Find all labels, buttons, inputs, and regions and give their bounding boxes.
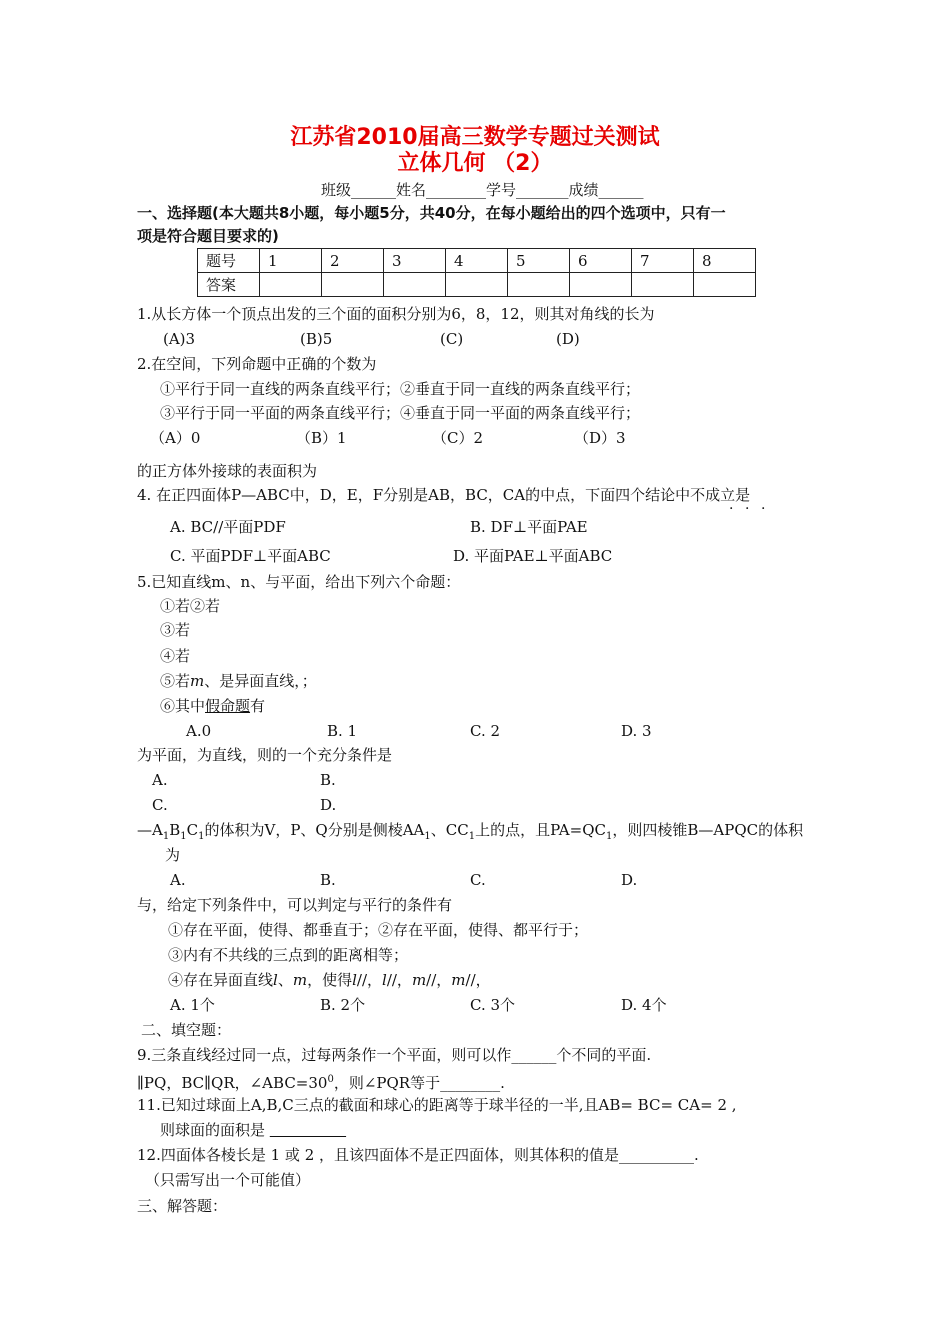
q5-option-d: D. 3 <box>621 722 652 740</box>
text: 上的点，且PA=QC <box>475 821 606 839</box>
subscript: 1 <box>468 831 476 842</box>
q8-option-d: D. 4个 <box>621 996 667 1014</box>
question-9: 9.三条直线经过同一点，过每两条作一个平面，则可以作______个不同的平面. <box>137 1046 652 1064</box>
q7-option-b: B. <box>320 871 336 889</box>
answer-cell[interactable] <box>508 273 570 297</box>
answer-cell[interactable] <box>570 273 632 297</box>
answer-cell[interactable] <box>632 273 694 297</box>
q4-option-c: C. 平面PDF⊥平面ABC <box>170 547 331 565</box>
table-cell: 5 <box>508 249 570 273</box>
question-11-cont <box>160 1120 346 1140</box>
section-1-heading: 一、选择题(本大题共8小题，每小题5分，共40分，在每小题给出的四个选项中，只有一 <box>137 204 726 222</box>
q5-option-c: C. 2 <box>470 722 501 740</box>
q8-option-c: C. 3个 <box>470 996 516 1014</box>
q5-statement-4: ④若 <box>160 647 191 665</box>
text: 的体积为V，P、Q分别是侧棱AA <box>204 821 425 839</box>
question-2-stem: 2.在空间，下列命题中正确的个数为 <box>137 355 377 373</box>
text: ，则∠PQR等于________. <box>333 1074 505 1092</box>
table-cell: 3 <box>384 249 446 273</box>
table-cell: 4 <box>446 249 508 273</box>
q1-option-a: (A)3 <box>163 330 196 348</box>
answer-cell[interactable] <box>322 273 384 297</box>
text: //， <box>386 971 412 989</box>
section-3-heading: 三、解答题： <box>137 1197 228 1215</box>
q2-option-c: （C）2 <box>432 429 484 447</box>
text: //， <box>465 971 491 989</box>
q2-option-a: （A）0 <box>150 429 201 447</box>
q4-option-d: D. 平面PAE⊥平面ABC <box>453 547 613 565</box>
answer-cell[interactable] <box>260 273 322 297</box>
text: ④存在异面直线 <box>168 971 274 989</box>
answer-blank[interactable] <box>270 1121 346 1139</box>
q5-statement-3: ③若 <box>160 621 191 639</box>
subscript: 1 <box>180 831 187 842</box>
text: ∥PQ，BC∥QR，∠ABC=30 <box>137 1074 328 1092</box>
answer-table-answer-row <box>198 273 756 297</box>
table-cell: 题号 <box>198 249 260 273</box>
var-m: m <box>411 971 427 989</box>
var-l: l <box>382 971 387 989</box>
q5-statement-6 <box>160 696 265 716</box>
text: —A <box>137 821 163 839</box>
emphasis-dot: · <box>761 501 766 517</box>
question-1-stem: 1.从长方体一个顶点出发的三个面的面积分别为6，8，12，则其对角线的长为 <box>137 305 655 323</box>
q6-option-d: D. <box>320 796 337 814</box>
q5-option-a: A.0 <box>186 722 212 740</box>
question-12-note: （只需写出一个可能值） <box>145 1171 311 1189</box>
q5-statement-1-2: ①若②若 <box>160 597 221 615</box>
q6-option-b: B. <box>320 771 336 789</box>
text: 则球面的面积是 <box>160 1121 270 1139</box>
q7-option-a: A. <box>170 871 186 889</box>
text: ⑥其中 <box>160 697 206 715</box>
text: B <box>169 821 181 839</box>
q5-statement-5 <box>160 671 317 691</box>
q1-option-b: (B)5 <box>300 330 333 348</box>
table-cell: 2 <box>322 249 384 273</box>
q4-option-a: A. BC//平面PDF <box>170 518 286 536</box>
section-1-heading-cont: 项是符合题目要求的) <box>137 227 279 245</box>
var-m: m <box>292 971 308 989</box>
text: ，则四棱锥B—APQC的体积 <box>612 821 804 839</box>
var-l: l <box>352 971 357 989</box>
q7-option-c: C. <box>470 871 486 889</box>
q1-option-c: (C) <box>440 330 464 348</box>
q8-option-b: B. 2个 <box>320 996 366 1014</box>
question-12: 12.四面体各棱长是 1 或 2 ，且该四面体不是正四面体，则其体积的值是__________. <box>137 1146 699 1164</box>
text: 有 <box>250 697 266 715</box>
answer-table <box>197 248 756 297</box>
q7-option-d: D. <box>621 871 638 889</box>
q8-condition-3: ③内有不共线的三点到的距离相等； <box>168 946 409 964</box>
table-cell: 1 <box>260 249 322 273</box>
question-7-stem <box>137 820 803 847</box>
var-m: m <box>190 672 205 690</box>
table-cell: 8 <box>694 249 756 273</box>
q8-condition-1-2: ①存在平面，使得、都垂直于；②存在平面，使得、都平行于； <box>168 921 589 939</box>
table-cell: 答案 <box>198 273 260 297</box>
subscript: 1 <box>162 831 170 842</box>
text: 、是异面直线，； <box>204 672 317 690</box>
answer-table-header-row <box>198 249 756 273</box>
subscript: 1 <box>198 831 205 842</box>
question-5-stem: 5.已知直线m、n、与平面，给出下列六个命题： <box>137 573 461 591</box>
subscript: 1 <box>606 831 613 842</box>
text: //， <box>426 971 452 989</box>
q2-option-b: （B）1 <box>296 429 347 447</box>
subscript: 1 <box>424 831 431 842</box>
section-2-heading: 二、填空题： <box>141 1021 232 1039</box>
question-8-stem: 与，给定下列条件中，可以判定与平行的条件有 <box>137 896 453 914</box>
var-m: m <box>451 971 466 989</box>
table-cell: 7 <box>632 249 694 273</box>
q2-option-d: （D）3 <box>574 429 626 447</box>
var-l: l <box>273 971 278 989</box>
underlined-text: 假命题 <box>205 697 251 715</box>
document-subtitle: 立体几何 （2） <box>397 151 553 176</box>
text: 、 <box>277 971 293 989</box>
q6-option-c: C. <box>152 796 168 814</box>
question-3-fragment: 的正方体外接球的表面积为 <box>137 462 318 480</box>
q2-statement-line-1: ①平行于同一直线的两条直线平行；②垂直于同一直线的两条直线平行； <box>160 380 641 398</box>
emphasis-dot: · <box>729 501 734 517</box>
document-title: 江苏省2010届高三数学专题过关测试 <box>290 125 660 150</box>
q4-option-b: B. DF⊥平面PAE <box>470 518 588 536</box>
text: C <box>186 821 199 839</box>
q2-statement-line-2: ③平行于同一平面的两条直线平行；④垂直于同一平面的两条直线平行； <box>160 404 641 422</box>
q8-condition-4 <box>168 970 491 990</box>
question-4-stem: 4. 在正四面体P—ABC中，D，E，F分别是AB，BC，CA的中点，下面四个结论中不成立是 <box>137 486 751 504</box>
answer-cell[interactable] <box>384 273 446 297</box>
q5-option-b: B. 1 <box>327 722 358 740</box>
question-7-stem-cont: 为 <box>165 846 181 864</box>
emphasis-dot: · <box>745 501 750 517</box>
question-11: 11.已知过球面上A,B,C三点的截面和球心的距离等于球半径的一半,且AB= BC= CA= 2 , <box>137 1096 737 1114</box>
q1-option-d: (D) <box>556 330 580 348</box>
superscript: 0 <box>327 1074 334 1085</box>
q6-option-a: A. <box>152 771 168 789</box>
answer-cell[interactable] <box>446 273 508 297</box>
text: 、CC <box>430 821 469 839</box>
student-info-line: 班级______姓名________学号_______成绩______ <box>321 181 644 199</box>
text: //， <box>356 971 383 989</box>
text: ，使得 <box>307 971 353 989</box>
text: ⑤若 <box>160 672 191 690</box>
question-10 <box>137 1070 505 1093</box>
answer-cell[interactable] <box>694 273 756 297</box>
q8-option-a: A. 1个 <box>170 996 215 1014</box>
table-cell: 6 <box>570 249 632 273</box>
question-6-stem: 为平面，为直线，则的一个充分条件是 <box>137 746 393 764</box>
